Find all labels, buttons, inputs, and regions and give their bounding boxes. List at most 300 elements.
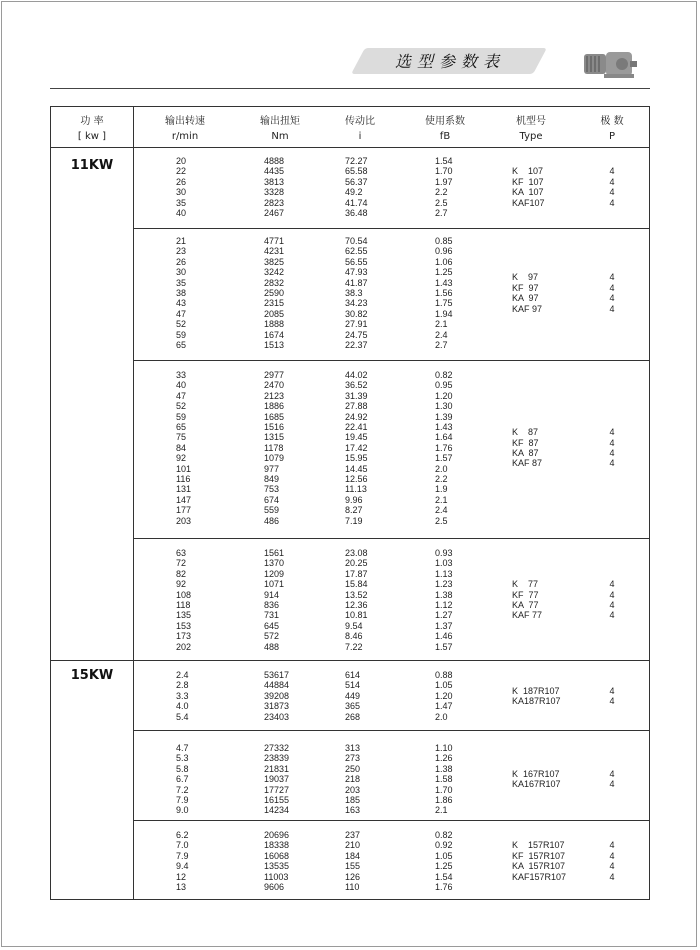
torque-cell: 1886 [264,401,285,412]
ratio-cell: 237 [345,830,361,840]
torque-cell: 20696 [264,830,290,840]
poles-cell: 4 [609,850,615,861]
factor-cell: 1.26 [435,753,453,764]
torque-cell: 23403 [264,711,290,722]
type-cell: KAF 87 [512,458,543,469]
ratio-cell: 22.41 [345,422,368,432]
type-cell: K 107 [512,166,544,177]
factor-cell: 2.7 [435,208,448,218]
factor-cell: 1.76 [435,442,453,453]
speed-cell: 147 [176,494,192,505]
torque-cell: 977 [264,463,280,474]
torque-cell: 19037 [264,774,290,785]
torque-cell: 2590 [264,288,285,298]
torque-cell: 1209 [264,568,285,579]
poles-cell: 4 [609,600,615,610]
speed-cell: 43 [176,298,187,309]
type-cell: KF 157R107 [512,850,566,861]
ratio-cell: 62.55 [345,246,368,257]
ratio-cell: 268 [345,711,361,722]
speed-cell: 2.8 [176,680,189,691]
speed-cell: 7.0 [176,840,189,851]
speed-cell: 21 [176,236,187,246]
ratio-cell: 27.88 [345,401,368,412]
ratio-cell: 27.91 [345,319,368,330]
type-cell: KF 97 [512,282,539,293]
ratio-cell: 218 [345,774,361,785]
factor-cell: 0.85 [435,236,453,246]
factor-cell: 1.12 [435,600,453,610]
ratio-cell: 19.45 [345,432,368,443]
type-cell: KA 77 [512,600,539,610]
type-cell: K 87 [512,427,539,438]
torque-cell: 914 [264,589,280,600]
factor-cell: 1.05 [435,680,453,691]
speed-cell: 173 [176,631,192,642]
ratio-cell: 313 [345,743,361,753]
poles-cell: 4 [609,166,615,177]
torque-cell: 731 [264,610,280,621]
ratio-cell: 365 [345,701,361,712]
torque-cell: 2832 [264,277,285,288]
speed-cell: 40 [176,208,187,218]
ratio-cell: 155 [345,861,361,872]
header-power: 功 率 [ kw ] [77,116,107,142]
ratio-cell: 65.58 [345,166,368,177]
speed-cell: 26 [176,256,187,267]
factor-cell: 0.96 [435,246,453,257]
factor-cell: 2.4 [435,505,448,516]
torque-cell: 18338 [264,840,290,851]
factor-cell: 2.1 [435,805,448,816]
factor-cell: 0.82 [435,370,453,380]
poles-cell: 4 [609,427,615,438]
poles-cell: 4 [609,696,615,706]
speed-cell: 47 [176,390,187,401]
speed-cell: 131 [176,484,192,495]
poles-cell: 4 [609,272,615,283]
factor-cell: 1.05 [435,850,453,861]
factor-cell: 1.86 [435,795,453,805]
speed-cell: 4.0 [176,701,189,712]
ratio-cell: 210 [345,840,361,851]
poles-cell: 4 [609,779,615,790]
factor-cell: 1.57 [435,453,453,464]
ratio-cell: 36.52 [345,380,368,391]
ratio-cell: 24.92 [345,411,368,422]
speed-cell: 47 [176,308,187,319]
torque-cell: 14234 [264,805,290,816]
factor-cell: 1.30 [435,401,453,412]
factor-cell: 1.56 [435,288,453,298]
factor-cell: 2.1 [435,319,448,330]
type-cell: KA 97 [512,293,539,304]
ratio-cell: 30.82 [345,308,368,319]
torque-cell: 1178 [264,442,284,453]
power-label-11kw: 11KW [70,158,114,173]
torque-cell: 2823 [264,197,285,208]
ratio-cell: 49.2 [345,187,363,198]
group-divider [134,730,650,731]
poles-cell: 4 [609,282,615,293]
factor-cell: 1.9 [435,484,448,495]
ratio-cell: 8.27 [345,505,363,516]
ratio-cell: 9.54 [345,620,363,631]
factor-cell: 2.0 [435,463,448,474]
factor-cell: 1.39 [435,411,453,422]
poles-cell: 4 [609,589,615,600]
speed-cell: 63 [176,548,187,558]
power-label-15kw: 15KW [70,668,114,683]
factor-cell: 1.46 [435,631,453,642]
factor-cell: 1.75 [435,298,453,309]
torque-cell: 2467 [264,208,285,218]
torque-cell: 31873 [264,701,290,712]
ratio-cell: 13.52 [345,589,368,600]
ratio-cell: 12.56 [345,474,368,484]
ratio-cell: 185 [345,795,361,805]
speed-cell: 118 [176,600,191,610]
factor-cell: 1.43 [435,277,453,288]
header-type: 机型号 Type [516,116,546,142]
speed-cell: 30 [176,187,187,198]
torque-cell: 2123 [264,390,285,401]
torque-cell: 1315 [264,432,285,443]
ratio-cell: 20.25 [345,558,368,569]
type-cell: KF 107 [512,176,544,187]
factor-cell: 1.43 [435,422,453,432]
poles-cell: 4 [609,303,615,314]
poles-cell: 4 [609,187,615,198]
factor-cell: 1.54 [435,156,453,166]
speed-cell: 84 [176,442,187,453]
factor-cell: 1.25 [435,267,453,278]
ratio-cell: 250 [345,763,361,774]
ratio-cell: 163 [345,805,361,816]
factor-cell: 1.64 [435,432,453,443]
torque-cell: 1674 [264,329,285,340]
header-rule [50,88,650,89]
ratio-cell: 15.95 [345,453,368,464]
type-cell: KF 77 [512,589,539,600]
poles-cell: 4 [609,840,615,851]
speed-cell: 13 [176,882,187,892]
ratio-cell: 203 [345,784,361,795]
factor-cell: 2.1 [435,494,448,505]
group-divider [134,820,650,821]
torque-cell: 17727 [264,784,290,795]
ratio-cell: 56.37 [345,176,368,187]
ratio-cell: 34.23 [345,298,368,309]
ratio-cell: 17.87 [345,568,368,579]
type-cell: K 77 [512,579,539,590]
torque-cell: 1561 [264,548,285,558]
factor-cell: 1.76 [435,882,453,892]
poles-cell: 4 [609,769,615,779]
torque-cell: 4435 [264,166,285,177]
factor-cell: 1.03 [435,558,453,569]
factor-cell: 1.20 [435,390,453,401]
speed-cell: 6.7 [176,774,189,785]
ratio-cell: 614 [345,670,361,680]
factor-cell: 2.0 [435,711,448,722]
speed-cell: 5.4 [176,711,189,722]
speed-cell: 7.2 [176,784,189,795]
poles-cell: 4 [609,176,615,187]
factor-cell: 1.70 [435,166,453,177]
ratio-cell: 514 [345,680,361,691]
ratio-cell: 56.55 [345,256,368,267]
type-cell: K 167R107 [512,769,560,779]
speed-cell: 22 [176,166,187,177]
torque-cell: 4888 [264,156,285,166]
torque-cell: 3328 [264,187,285,198]
ratio-cell: 273 [345,753,361,764]
poles-cell: 4 [609,458,615,469]
section-divider [50,660,650,661]
type-cell: K 97 [512,272,539,283]
type-cell: KA187R107 [512,696,561,706]
factor-cell: 2.2 [435,474,448,484]
ratio-cell: 22.37 [345,340,368,350]
speed-cell: 92 [176,453,187,464]
torque-cell: 1516 [264,422,285,432]
factor-cell: 2.2 [435,187,448,198]
speed-cell: 82 [176,568,187,579]
speed-cell: 65 [176,340,187,350]
speed-cell: 33 [176,370,187,380]
torque-cell: 4771 [264,236,285,246]
factor-cell: 1.06 [435,256,453,267]
speed-cell: 35 [176,197,187,208]
header-ratio: 传动比 i [345,116,375,142]
factor-cell: 1.47 [435,701,453,712]
factor-cell: 1.13 [435,568,453,579]
torque-cell: 39208 [264,690,290,701]
ratio-cell: 449 [345,690,361,701]
factor-cell: 2.5 [435,515,448,526]
torque-cell: 21831 [264,763,290,774]
speed-cell: 108 [176,589,192,600]
factor-cell: 0.93 [435,548,453,558]
poles-cell: 4 [609,293,615,304]
speed-cell: 52 [176,319,187,330]
ratio-cell: 11.13 [345,484,367,495]
ratio-cell: 17.42 [345,442,368,453]
speed-cell: 202 [176,641,192,652]
ratio-cell: 31.39 [345,390,368,401]
factor-cell: 1.94 [435,308,453,319]
speed-cell: 72 [176,558,187,569]
speed-cell: 203 [176,515,192,526]
torque-cell: 16068 [264,850,290,861]
factor-cell: 0.95 [435,380,453,391]
type-cell: KA 157R107 [512,861,566,872]
torque-cell: 23839 [264,753,290,764]
speed-cell: 59 [176,411,187,422]
torque-cell: 488 [264,641,280,652]
ratio-cell: 41.87 [345,277,368,288]
speed-cell: 38 [176,288,187,298]
header-poles: 极 数 P [600,116,624,142]
poles-cell: 4 [609,448,615,458]
torque-cell: 674 [264,494,280,505]
torque-cell: 1079 [264,453,285,464]
type-cell: K 157R107 [512,840,565,851]
torque-cell: 11003 [264,871,289,882]
torque-cell: 2470 [264,380,285,391]
header-divider [50,147,650,148]
speed-cell: 12 [176,871,187,882]
torque-cell: 1685 [264,411,285,422]
torque-cell: 836 [264,600,280,610]
ratio-cell: 41.74 [345,197,368,208]
type-cell: K 187R107 [512,685,560,696]
type-cell: KAF107 [512,197,545,208]
speed-cell: 52 [176,401,187,412]
torque-cell: 3813 [264,176,285,187]
speed-cell: 35 [176,277,187,288]
ratio-cell: 10.81 [345,610,368,621]
factor-cell: 1.23 [435,579,453,590]
ratio-cell: 7.19 [345,515,363,526]
torque-cell: 16155 [264,795,290,805]
ratio-cell: 8.46 [345,631,363,642]
speed-cell: 101 [176,463,192,474]
ratio-cell: 14.45 [345,463,368,474]
speed-cell: 40 [176,380,187,391]
torque-cell: 559 [264,505,280,516]
ratio-cell: 47.93 [345,267,368,278]
factor-cell: 1.20 [435,690,453,701]
header-output-torque: 输出扭矩 Nm [260,116,300,142]
torque-cell: 3825 [264,256,285,267]
speed-cell: 2.4 [176,670,189,680]
factor-cell: 1.97 [435,176,453,187]
type-cell: KAF 77 [512,610,543,621]
torque-cell: 1888 [264,319,285,330]
factor-cell: 1.10 [435,743,453,753]
factor-cell: 1.27 [435,610,453,621]
ratio-cell: 126 [345,871,361,882]
speed-cell: 30 [176,267,187,278]
speed-cell: 116 [176,474,191,484]
torque-cell: 486 [264,515,280,526]
torque-cell: 645 [264,620,280,631]
poles-cell: 4 [609,610,615,621]
ratio-cell: 12.36 [345,600,368,610]
ratio-cell: 24.75 [345,329,368,340]
speed-cell: 23 [176,246,187,257]
speed-cell: 5.3 [176,753,189,764]
ratio-cell: 70.54 [345,236,368,246]
speed-cell: 9.0 [176,805,189,816]
speed-cell: 9.4 [176,861,189,872]
poles-cell: 4 [609,871,615,882]
torque-cell: 9606 [264,882,285,892]
factor-cell: 2.4 [435,329,448,340]
speed-cell: 20 [176,156,187,166]
group-divider [134,538,650,539]
group-divider [134,360,650,361]
factor-cell: 1.38 [435,589,453,600]
factor-cell: 1.37 [435,620,453,631]
ratio-cell: 184 [345,850,361,861]
type-cell: KAF 97 [512,303,543,314]
torque-cell: 1071 [264,579,285,590]
factor-cell: 2.7 [435,340,448,350]
factor-cell: 1.70 [435,784,453,795]
poles-cell: 4 [609,861,615,872]
factor-cell: 1.58 [435,774,453,785]
ratio-cell: 7.22 [345,641,363,652]
torque-cell: 27332 [264,743,290,753]
poles-cell: 4 [609,579,615,590]
speed-cell: 92 [176,579,187,590]
speed-cell: 59 [176,329,187,340]
page-title: 选型参数表 [394,52,505,71]
gear-motor-icon [582,48,638,80]
ratio-cell: 36.48 [345,208,368,218]
factor-cell: 1.25 [435,861,453,872]
type-cell: KF 87 [512,437,539,448]
torque-cell: 753 [264,484,280,495]
group-divider [134,228,650,229]
speed-cell: 26 [176,176,187,187]
ratio-cell: 23.08 [345,548,368,558]
torque-cell: 2315 [264,298,285,309]
factor-cell: 1.54 [435,871,453,882]
torque-cell: 13535 [264,861,290,872]
factor-cell: 1.57 [435,641,453,652]
speed-cell: 5.8 [176,763,189,774]
speed-cell: 75 [176,432,187,443]
ratio-cell: 15.84 [345,579,368,590]
type-cell: KA 87 [512,448,539,458]
torque-cell: 572 [264,631,280,642]
type-cell: KAF157R107 [512,871,567,882]
header-output-speed: 输出转速 r/min [165,116,205,142]
torque-cell: 1370 [264,558,285,569]
ratio-cell: 38.3 [345,288,363,298]
ratio-cell: 44.02 [345,370,368,380]
torque-cell: 44884 [264,680,290,691]
speed-cell: 7.9 [176,850,189,861]
factor-cell: 0.92 [435,840,453,851]
type-cell: KA167R107 [512,779,561,790]
poles-cell: 4 [609,685,615,696]
poles-cell: 4 [609,437,615,448]
factor-cell: 0.88 [435,670,453,680]
power-column-divider [133,106,134,900]
speed-cell: 177 [176,505,192,516]
factor-cell: 0.82 [435,830,453,840]
ratio-cell: 110 [345,882,360,892]
factor-cell: 2.5 [435,197,448,208]
type-cell: KA 107 [512,187,544,198]
speed-cell: 7.9 [176,795,189,805]
ratio-cell: 72.27 [345,156,368,166]
speed-cell: 4.7 [176,743,189,753]
torque-cell: 2085 [264,308,285,319]
torque-cell: 849 [264,474,280,484]
poles-cell: 4 [609,197,615,208]
torque-cell: 3242 [264,267,285,278]
torque-cell: 1513 [264,340,285,350]
header-service-factor: 使用系数 fB [425,116,465,142]
speed-cell: 6.2 [176,830,189,840]
factor-cell: 1.38 [435,763,453,774]
